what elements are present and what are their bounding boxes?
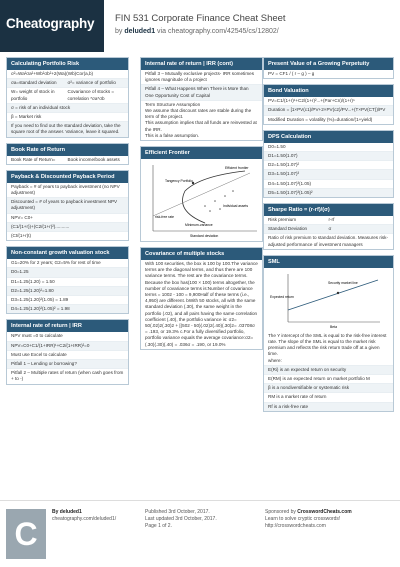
box-title: Covariance of multiple stocks [141,248,262,260]
box-row [7,79,128,88]
box-row: Pitfall 3 – Mutually exclusive projects- IRR sometimes ignores magnitude of a project [141,70,262,85]
box-row: β is a nondiversifiable or systematic risk [264,384,393,393]
section-box [263,84,394,125]
market-point [337,292,339,294]
covariance-box [140,247,263,350]
box-row: D5=1.50(1.07)³(1.05)² [264,189,393,197]
box-row: D4=1.50(1.07)³(1.05) [264,180,393,189]
box-row: Pitfall 2 – Multiple rates of return (when cash goes from + to -) [11,370,124,382]
box-row: D4=1.25(1.20)²(1.05)² = 1.98 [7,305,128,313]
cheatography-logo[interactable] [0,0,104,52]
x-axis-label: Beta [330,324,337,329]
box-row: D2=1.25(1.20)²=1.80 [7,287,128,296]
box-title: Internal rate of return | IRR [7,320,128,332]
author-link[interactable]: deluded1 [124,28,156,35]
byline: by deluded1 via cheatography.com/42545/cs/12802/ [115,28,279,35]
box-row: Rf is a risk-free rate [264,403,393,411]
box-row: RM is a market rate of return [264,393,393,402]
page-title: FIN 531 Corporate Finance Cheat Sheet [115,13,286,24]
row-right: σ²= variance of portfolio [67,80,116,86]
footer [0,500,400,567]
footer-logo: C [6,509,46,559]
box-row [7,156,128,164]
box-row: G1=20% for 2 years; G2=5% for rest of time [7,259,128,268]
row-right: σ [328,226,332,232]
section-box [6,143,129,165]
section-box [263,203,394,250]
row-left: σa=standard deviation [11,80,57,86]
sml-line-label: Security market line [328,280,358,285]
section-box [263,130,394,198]
asset-dots [204,190,234,212]
box-row: NPV= C0+ [7,214,128,223]
footer-sponsor: Sponsored by CrosswordCheats.com Learn to solve cryptic crosswords! http://crosswordcheats.com [265,509,352,529]
column-2 [140,57,263,355]
box-row [7,88,128,103]
box-row: (Ct/(1+r)t) [11,233,32,239]
efficient-label: Efficient frontier [225,166,249,171]
column-3 [263,57,394,417]
box-row: D2=1.50(1.07)² [264,161,393,170]
row-left: W= weight of stock in portfolio [11,89,55,101]
box-title: DPS Calculation [264,131,393,143]
box-row: (C1/(1+r))+(C2/(1+r)²)........... [7,223,128,232]
sponsor-link[interactable]: CrosswordCheats.com [297,509,352,515]
header [0,0,400,52]
box-title: Internal rate of return | IRR (cont) [141,58,262,70]
box-row: D0=1.50 [264,143,393,152]
section-box [6,170,129,241]
row-right: Covariance of stocks = correlation *σa*σb [67,89,115,101]
irr-cont-box [140,57,263,141]
sml-svg [268,270,388,330]
footer-author: By deluded1 cheatography.com/deluded1/ [52,509,117,522]
box-row: β = Market risk [7,113,128,122]
box-row: D0=1.25 [7,268,128,277]
box-row: Must use Excel to calculate [7,351,128,360]
box-row [264,216,393,225]
sponsor-url[interactable]: http://crosswordcheats.com [265,523,326,529]
footer-author-url[interactable]: cheatography.com/deluded1/ [52,516,117,522]
box-row: D1=1.50(1.07) [264,152,393,161]
row-left: Book Rate of Return= [11,156,56,162]
box-title: Book Rate of Return [7,144,128,156]
section-box [6,57,129,138]
box-row: NPV must =0 to calculate [7,332,128,341]
sheet-url[interactable]: cheatography.com/42545/cs/12802/ [167,28,279,35]
individual-label: Individual assets [223,204,249,209]
box-row: Pitfall 1 – Lending or borrowing? [7,360,128,369]
box-title: Payback & Discounted Payback Period [7,171,128,183]
box-row: σ²=Wa²σa²+Wb²σb²+2(Wa)(Wb)Cor(a,b) [7,70,128,79]
section-box [263,255,394,412]
box-title: Efficient Frontier [141,147,262,159]
efficient-frontier-box [140,146,263,242]
box-row: The Y intercept of the SML is equal to the risk-free interest rate. The slope of the SML is equal to the market risk premium and reflects the risk return trade off at a given time. where: [264,332,393,366]
box-row: PV=C1/(1+r)¹+C2/(1+r)²...+(Par+Cn)/(1+r)ⁿ [264,97,393,106]
box-row [264,225,393,234]
section-box [6,319,129,384]
minvar-label: Minimum-variance [185,223,213,228]
box-row: Ratio of risk premium to standard deviation. Measures risk-adjusted performance of investment managers [268,235,388,247]
footer-dates: Published 3rd October, 2017. Last updated 3rd October, 2017. Page 1 of 2. [145,509,217,529]
rf-label: risk-free rate [155,215,175,220]
tangency-label: Tangency Portfolio [165,179,193,184]
box-title: Bond Valuation [264,85,393,97]
box-row: D1=1.25(1.20) = 1.50 [7,278,128,287]
sml-chart [268,270,389,330]
box-title: Sharpe Ratio = (r-rf)/(σ) [264,204,393,216]
row-right: Book income/book assets [67,156,120,162]
box-title: Present Value of a Growing Perpetuity [264,58,393,70]
box-row: D3=1.25(1.20)²(1.05) = 1.89 [7,296,128,305]
box-row: Modified Duration = volatility (%)=duration/(1+yield) [268,116,373,122]
efficient-frontier-chart [145,161,258,239]
box-row: E(Ri) is an expected return on security [264,366,393,375]
box-row: Term Structure Assumption We assume that discount rates are stable during the term of the project. This assumption implies that all funds are reinvested at the IRR. This is a false assumption. [145,101,257,138]
frontier-svg [145,161,260,239]
box-title: Non-constant growth valuation stock [7,247,128,259]
row-right: r-rf [328,217,335,223]
box-row: D3=1.50(1.07)³ [264,170,393,179]
box-title: SML [264,256,393,268]
box-row: With 100 securities, the box is 100 by 100.The variance terms are the diagonal terms, and thus there are 100 variance terms. The rest are the covariance terms. Because the box has(100 × 100) terms altogether, the number of covariance terms is:Number of covariance terms = 1002 - 100 = 9,900Half of these terms (i.e., 4,950) are different. bWith 50 stocks, all with the same standard deviation (.30), the same weight in the portfolio (.02), and all pairs having the same correlation coefficient (.40), the portfolio variance is: σ2= 50(.02)2(.30)2 + [(502 - 50)(.02)2(.40)(.30)2= .03708σ = .193, or 19.3% c.For a fully diversified portfolio, portfolio variance equals the average covariance:σ2= (.30)(.30)(.40) = .036σ = .190, or 19.0% [145,261,258,347]
box-row: PV = CF1 / ( r – g ) – g [268,71,315,76]
box-row: Discounted = # of years to payback investment NPV adjustment) [7,198,128,213]
box-row: If you need to find out the standard deviation, take the square root of the answer. Variance, leave it squared. [7,122,128,136]
box-row: Duration = [1×PV(c1)/PV+2×PV(c2)/PV...+(T×PV(CT))/PV [264,106,393,115]
box-row: NPV=C0+C1/(1+IRR)¹+C2/(1+IRR)²=0 [7,342,128,351]
box-title: Calculating Portfolio Risk [7,58,128,70]
box-row: σ = risk of an individual stock [7,104,128,113]
footer-author-name[interactable]: deluded1 [59,509,82,515]
y-axis-label: Expected return [270,294,294,299]
box-row: Pitfall 4 – What Happens When There is More than One Opportunity Cost of Capital [141,85,262,100]
box-row: Payback = # of years to payback investment (no NPV adjustment) [7,183,128,198]
x-axis-label: Standard deviation [190,234,219,239]
section-box [263,57,394,79]
section-box [6,246,129,314]
row-left: Standard Deviation [268,226,308,232]
logo-text: Cheatography [6,16,95,31]
column-1 [6,57,129,390]
row-left: Risk premium [268,217,297,223]
box-row: E(RM) is an expected return on market portfolio M [264,375,393,384]
